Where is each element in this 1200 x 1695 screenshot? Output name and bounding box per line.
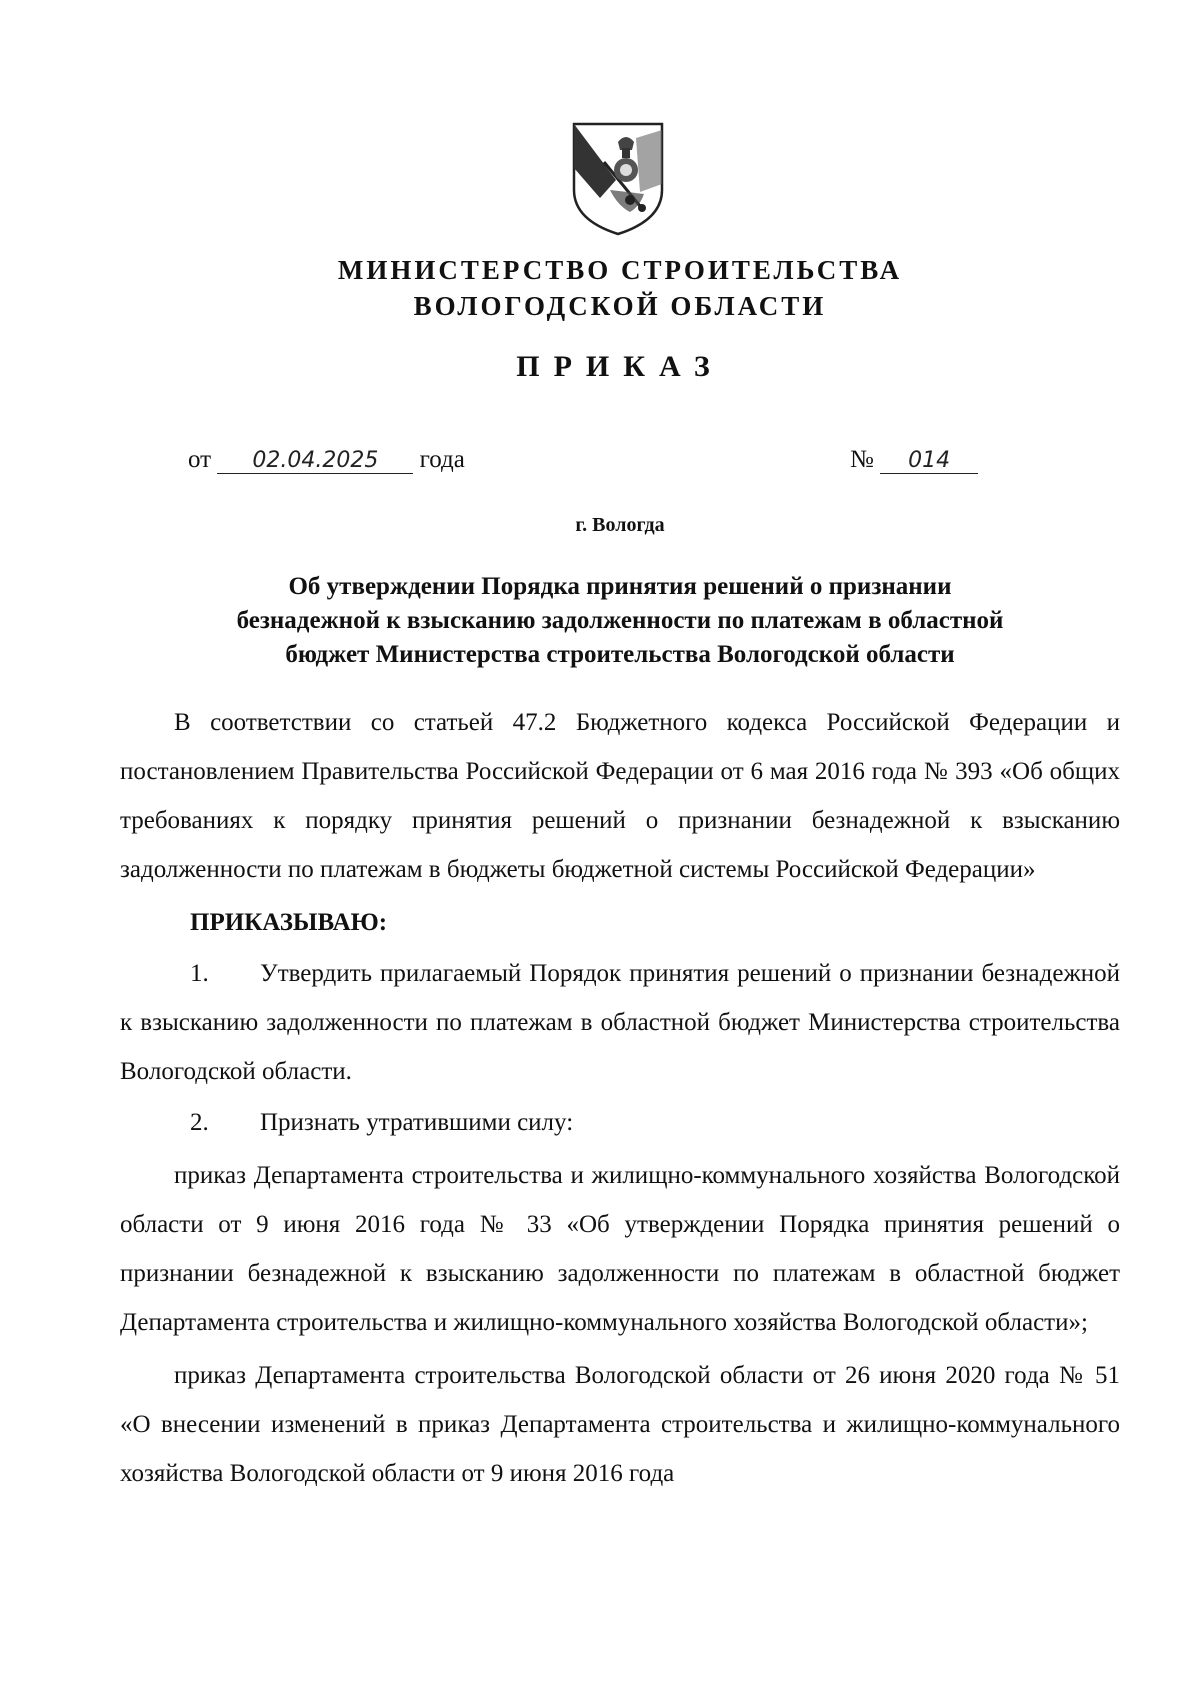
order-body (120, 698, 1120, 1498)
ministry-name (0, 252, 1200, 324)
decree-heading: ПРИКАЗЫВАЮ: (190, 909, 388, 936)
item-1-number: 1. (190, 960, 209, 987)
number-prefix: № (850, 446, 874, 473)
subject-line1: Об утверждении Порядка принятия решений о признании (288, 573, 952, 600)
item-2-subitem-1: приказ Департамента строительства и жилищно-коммунального хозяйства Вологодской области от 9 июня 2016 года № 33 «Об утверждении Порядка принятия решений о признании безнадежной к взысканию задолженности по платежам в областной бюджет Департамента строительства и жилищно-коммунального хозяйства Вологодской области»; (120, 1162, 1120, 1336)
subject-line2: безнадежной к взысканию задолженности по платежам в областной (236, 607, 1004, 634)
document-type-title: ПРИКАЗ (516, 350, 724, 383)
item-2 (120, 1098, 1120, 1147)
date-suffix: года (419, 446, 465, 473)
order-number (850, 446, 978, 474)
item-2-text: Признать утратившими силу: (260, 1109, 574, 1136)
handwritten-number: 014 (880, 448, 978, 474)
item-1 (120, 949, 1120, 1096)
item-2-subitem-2: приказ Департамента строительства Вологодской области от 26 июня 2020 года № 51 «О внесении изменений в приказ Департамента строительства и жилищно-коммунального хозяйства Вологодской области от 9 июня 2016 года (120, 1362, 1120, 1487)
issue-city: г. Вологда (575, 514, 665, 536)
subject-line3: бюджет Министерства строительства Вологодской области (285, 641, 955, 668)
ministry-name-line1: МИНИСТЕРСТВО СТРОИТЕЛЬСТВА (337, 255, 903, 285)
order-date (188, 446, 465, 474)
item-1-text: Утвердить прилагаемый Порядок принятия решений о признании безнадежной к взысканию задолженности по платежам в областной бюджет Министерства строительства Вологодской области. (120, 960, 1120, 1085)
vologda-oblast-coat-of-arms-icon (570, 120, 666, 238)
ministry-name-line2: ВОЛОГОДСКОЙ ОБЛАСТИ (413, 291, 827, 321)
handwritten-date: 02.04.2025 (217, 448, 413, 474)
preamble-paragraph: В соответствии со статьей 47.2 Бюджетного кодекса Российской Федерации и постановлением Правительства Российской Федерации от 6 мая 2016 года № 393 «Об общих требованиях к порядку принятия решений о признании безнадежной к взысканию задолженности по платежам в бюджеты бюджетной системы Российской Федерации» (120, 709, 1120, 883)
item-2-number: 2. (190, 1109, 209, 1136)
date-prefix: от (188, 446, 212, 473)
order-subject (0, 570, 1200, 672)
